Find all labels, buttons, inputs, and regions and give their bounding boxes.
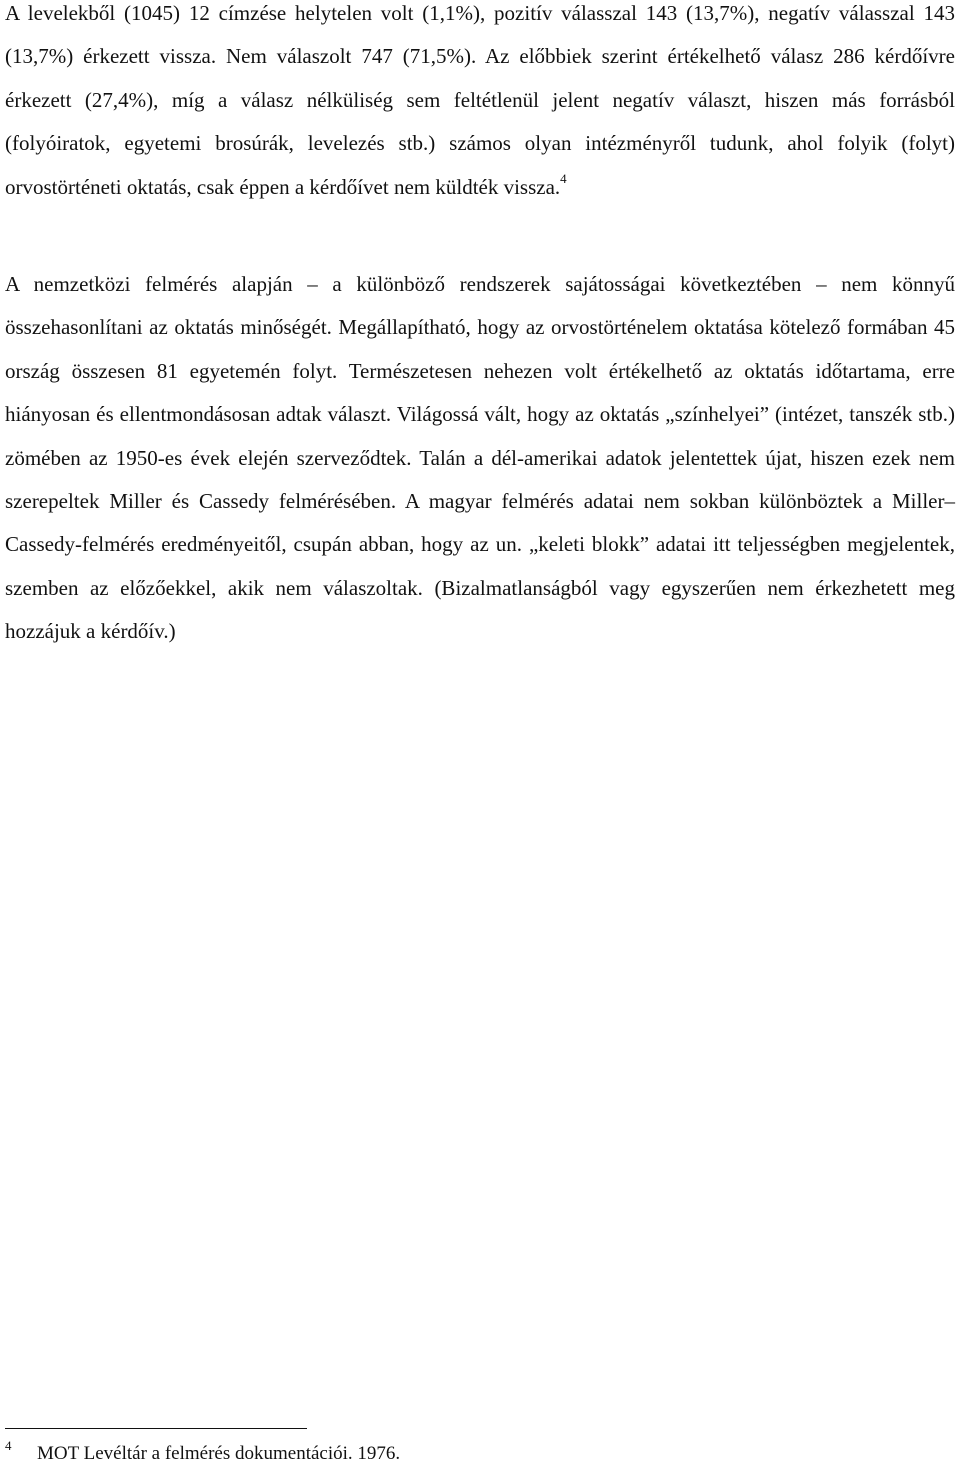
paragraph-1: [5, 0, 955, 209]
paragraph-2-text: A nemzetközi felmérés alapján – a különböző rendszerek sajátosságai következtében – nem könnyű összehasonlítani az oktatás minőségét. Megállapítható, hogy az orvostörténelem oktatása kötelező formában 45 ország összesen 81 egyetemén folyt. Természetesen nehezen volt értékelhető az oktatás időtartama, erre hiányosan és ellentmondásosan adtak választ. Világossá vált, hogy az oktatás „színhelyei” (intézet, tanszék stb.) zömében az 1950-es évek elején szerveződtek. Talán a dél-amerikai adatok jelentettek újat, hiszen ezek nem szerepeltek Miller és Cassedy felmérésében. A magyar felmérés adatai nem sokban különböztek a Miller–Cassedy-felmérés eredményeitől, csupán abban, hogy az un. „keleti blokk” adatai itt teljességben megjelentek, szemben az előzőekkel, akik nem válaszoltak. (Bizalmatlanságból vagy egyszerűen nem érkezhetett meg hozzájuk a kérdőív.): [5, 272, 955, 644]
footnote-number: 4: [5, 1438, 12, 1453]
paragraph-1-text: A levelekből (1045) 12 címzése helytelen volt (1,1%), pozitív válasszal 143 (13,7%), negatív válasszal 143 (13,7%) érkezett vissza. Nem válaszolt 747 (71,5%). Az előbbiek szerint értékelhető válasz 286 kérdőívre érkezett (27,4%), míg a válasz nélküliség sem feltétlenül jelent negatív választ, hiszen más forrásból (folyóiratok, egyetemi brosúrák, levelezés stb.) számos olyan intézményről tudunk, ahol folyik (folyt) orvostörténeti oktatás, csak éppen a kérdőívet nem küldték vissza.: [5, 1, 955, 199]
footnote-text: MOT Levéltár a felmérés dokumentációi. 1976.: [37, 1443, 401, 1464]
paragraph-2: [5, 263, 955, 654]
footnote-separator: [5, 1428, 307, 1429]
footnote-reference[interactable]: 4: [560, 170, 567, 186]
document-page: [5, 0, 955, 1464]
